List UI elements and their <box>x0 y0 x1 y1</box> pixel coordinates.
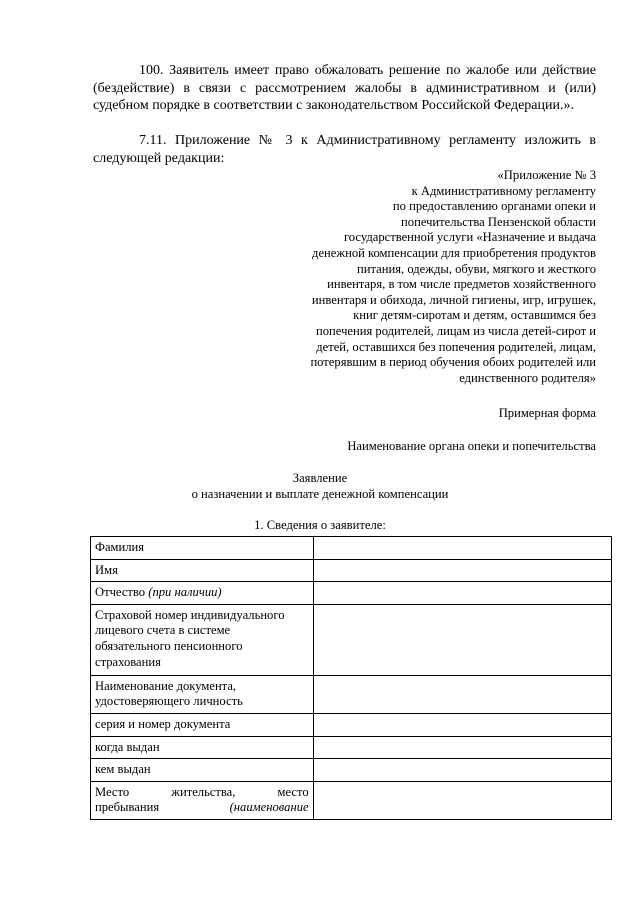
appendix-line: государственной услуги «Назначение и выдача <box>343 230 596 245</box>
appendix-line: по предоставлению органами опеки и <box>392 199 596 214</box>
row-label <box>91 582 314 605</box>
row-label: Наименование документа, удостоверяющего личность <box>91 675 314 713</box>
statement-subtitle: о назначении и выплате денежной компенсации <box>191 487 449 501</box>
row-value-field[interactable] <box>313 604 611 675</box>
appendix-line: единственного родителя» <box>459 370 596 385</box>
table-row <box>91 675 612 713</box>
row-label-word: пребывания <box>95 800 160 815</box>
table-row <box>91 537 612 560</box>
row-label: Имя <box>91 559 314 582</box>
appendix-line: питания, одежды, обуви, мягкого и жесткого <box>357 261 596 276</box>
row-value-field[interactable] <box>313 559 611 582</box>
appendix-line: инвентаря и обихода, личной гигиены, игр, игрушек, <box>311 292 596 307</box>
paragraph-7-11 <box>93 132 596 167</box>
row-value-field[interactable] <box>313 759 611 782</box>
applicant-info-table <box>90 536 612 820</box>
paragraph-7-11-number: 7.11. <box>139 133 167 148</box>
table-row <box>91 736 612 759</box>
table-row <box>91 559 612 582</box>
row-value-field[interactable] <box>313 781 611 819</box>
row-value-field[interactable] <box>313 537 611 560</box>
row-label: кем выдан <box>91 759 314 782</box>
paragraph-100-number: 100. <box>139 63 164 78</box>
appendix-line: инвентаря, в том числе предметов хозяйственного <box>327 277 596 292</box>
row-label-word: место <box>277 784 309 799</box>
row-label-italic: (при наличии) <box>148 585 222 600</box>
appendix-line: денежной компенсации для приобретения продуктов <box>312 245 596 260</box>
table-row <box>91 713 612 736</box>
row-value-field[interactable] <box>313 713 611 736</box>
row-label-line <box>95 800 309 816</box>
row-value-field[interactable] <box>313 582 611 605</box>
row-value-field[interactable] <box>313 675 611 713</box>
paragraph-100-text: Заявитель имеет право обжаловать решение по жалобе или действие (бездействие) в связи с рассмотрением жалобы в административном и (или) судебном порядке в соответствии с законодательством Российской Федерации.». <box>93 63 597 113</box>
appendix-line: детей, оставшихся без попечения родителей, лицам, <box>316 339 596 354</box>
appendix-line: потерявшим в период обучения обоих родителей или <box>310 355 596 370</box>
paragraph-100 <box>93 62 596 115</box>
row-label-word: Место <box>95 784 130 799</box>
table-row <box>91 582 612 605</box>
appendix-line: «Приложение № 3 <box>497 168 596 182</box>
row-value-field[interactable] <box>313 736 611 759</box>
row-label: Страховой номер индивидуального лицевого счета в системе обязательного пенсионного страхования <box>91 604 314 675</box>
row-label-word: жительства, <box>171 784 236 799</box>
row-label: серия и номер документа <box>91 713 314 736</box>
appendix-line: к Административному регламенту <box>411 183 596 198</box>
row-label <box>91 781 314 819</box>
row-label-word-italic: (наименование <box>229 800 309 815</box>
statement-title: Заявление <box>292 471 348 485</box>
paragraph-7-11-text: Приложение № 3 к Административному регламенту изложить в следующей редакции: <box>93 133 596 166</box>
appendix-line: попечительства Пензенской области <box>401 214 596 229</box>
appendix-line: попечения родителей, лицам из числа детей-сирот и <box>316 323 596 338</box>
appendix-header <box>236 168 596 386</box>
appendix-line: книг детям-сиротам и детям, оставшимся без <box>353 308 596 323</box>
table-row <box>91 604 612 675</box>
table-row <box>91 781 612 819</box>
section-heading: 1. Сведения о заявителе: <box>254 518 386 532</box>
row-label: Фамилия <box>91 537 314 560</box>
table-row <box>91 759 612 782</box>
row-label-plain: Отчество <box>95 585 149 600</box>
form-type-label: Примерная форма <box>498 406 596 420</box>
row-label-line <box>95 785 309 801</box>
row-label: когда выдан <box>91 736 314 759</box>
authority-name-label: Наименование органа опеки и попечительства <box>347 439 596 453</box>
